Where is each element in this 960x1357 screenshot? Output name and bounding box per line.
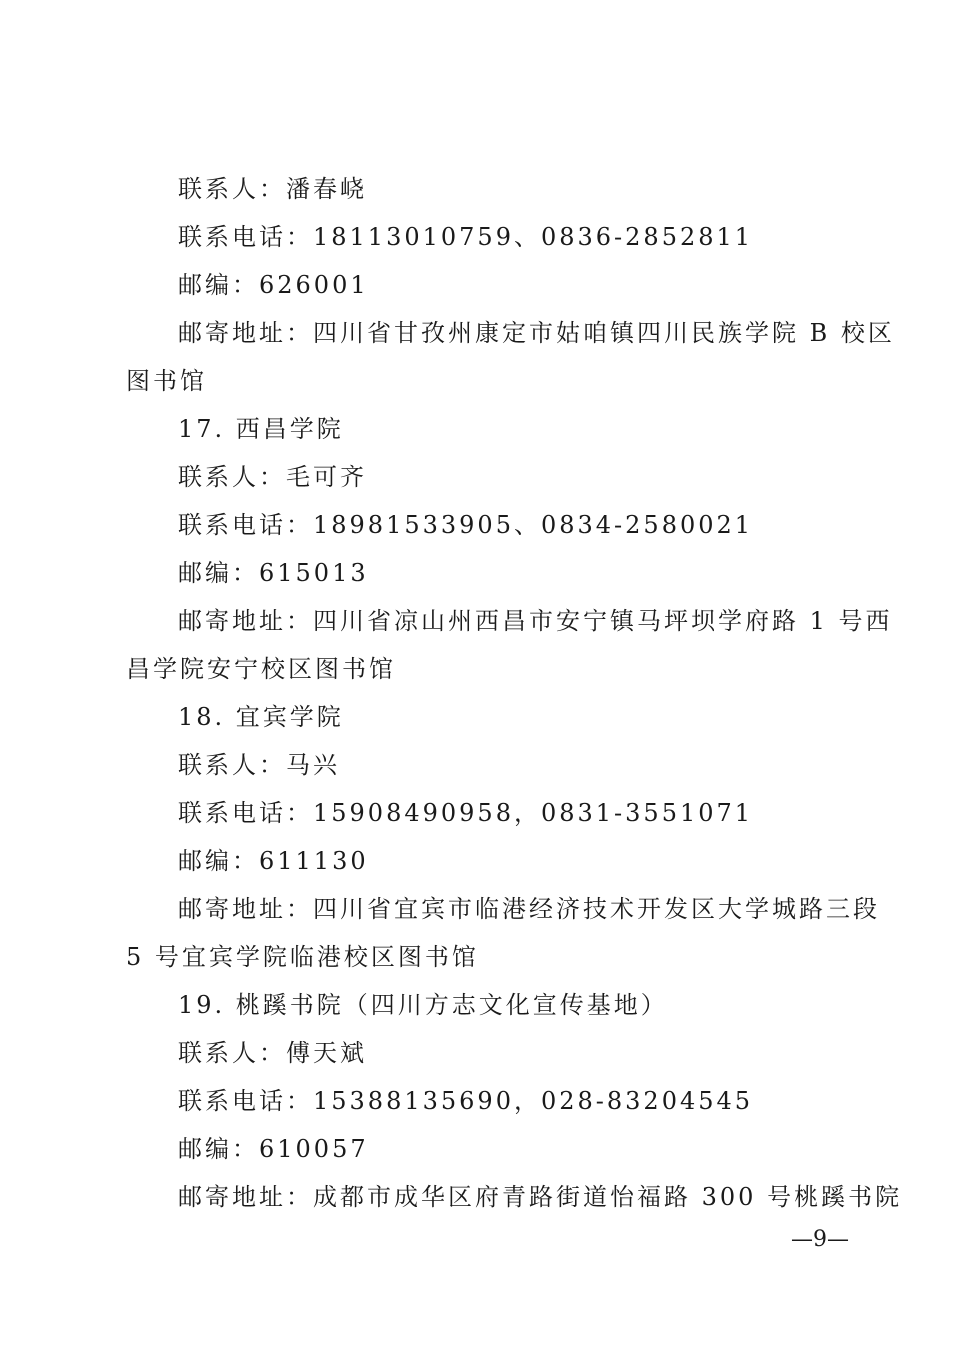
contact-phone-19: 联系电话：15388135690，028-83204545 <box>178 1087 754 1115</box>
contact-phone-18: 联系电话：15908490958，0831-3551071 <box>178 799 754 827</box>
entry-heading-17: 17. 西昌学院 <box>178 415 344 443</box>
mailing-address-18: 邮寄地址：四川省宜宾市临港经济技术开发区大学城路三段 <box>178 895 880 923</box>
mailing-address-18-continued: 5 号宜宾学院临港校区图书馆 <box>126 943 479 971</box>
contact-person-16: 联系人：潘春峣 <box>178 175 367 203</box>
contact-person-19: 联系人：傅天斌 <box>178 1039 367 1067</box>
entry-heading-18: 18. 宜宾学院 <box>178 703 344 731</box>
postcode-18: 邮编：611130 <box>178 847 369 875</box>
contact-phone-17: 联系电话：18981533905、0834-2580021 <box>178 511 754 539</box>
mailing-address-16-continued: 图书馆 <box>126 367 207 395</box>
mailing-address-16: 邮寄地址：四川省甘孜州康定市姑咱镇四川民族学院 B 校区 <box>178 319 895 347</box>
contact-person-18: 联系人：马兴 <box>178 751 340 779</box>
postcode-19: 邮编：610057 <box>178 1135 369 1163</box>
postcode-17: 邮编：615013 <box>178 559 369 587</box>
postcode-16: 邮编：626001 <box>178 271 369 299</box>
mailing-address-17-continued: 昌学院安宁校区图书馆 <box>126 655 396 683</box>
page-number: —9— <box>791 1227 849 1252</box>
mailing-address-19: 邮寄地址：成都市成华区府青路街道怡福路 300 号桃蹊书院 <box>178 1183 903 1211</box>
contact-phone-16: 联系电话：18113010759、0836-2852811 <box>178 223 754 251</box>
entry-heading-19: 19. 桃蹊书院（四川方志文化宣传基地） <box>178 991 668 1019</box>
contact-person-17: 联系人：毛可齐 <box>178 463 367 491</box>
mailing-address-17: 邮寄地址：四川省凉山州西昌市安宁镇马坪坝学府路 1 号西 <box>178 607 893 635</box>
